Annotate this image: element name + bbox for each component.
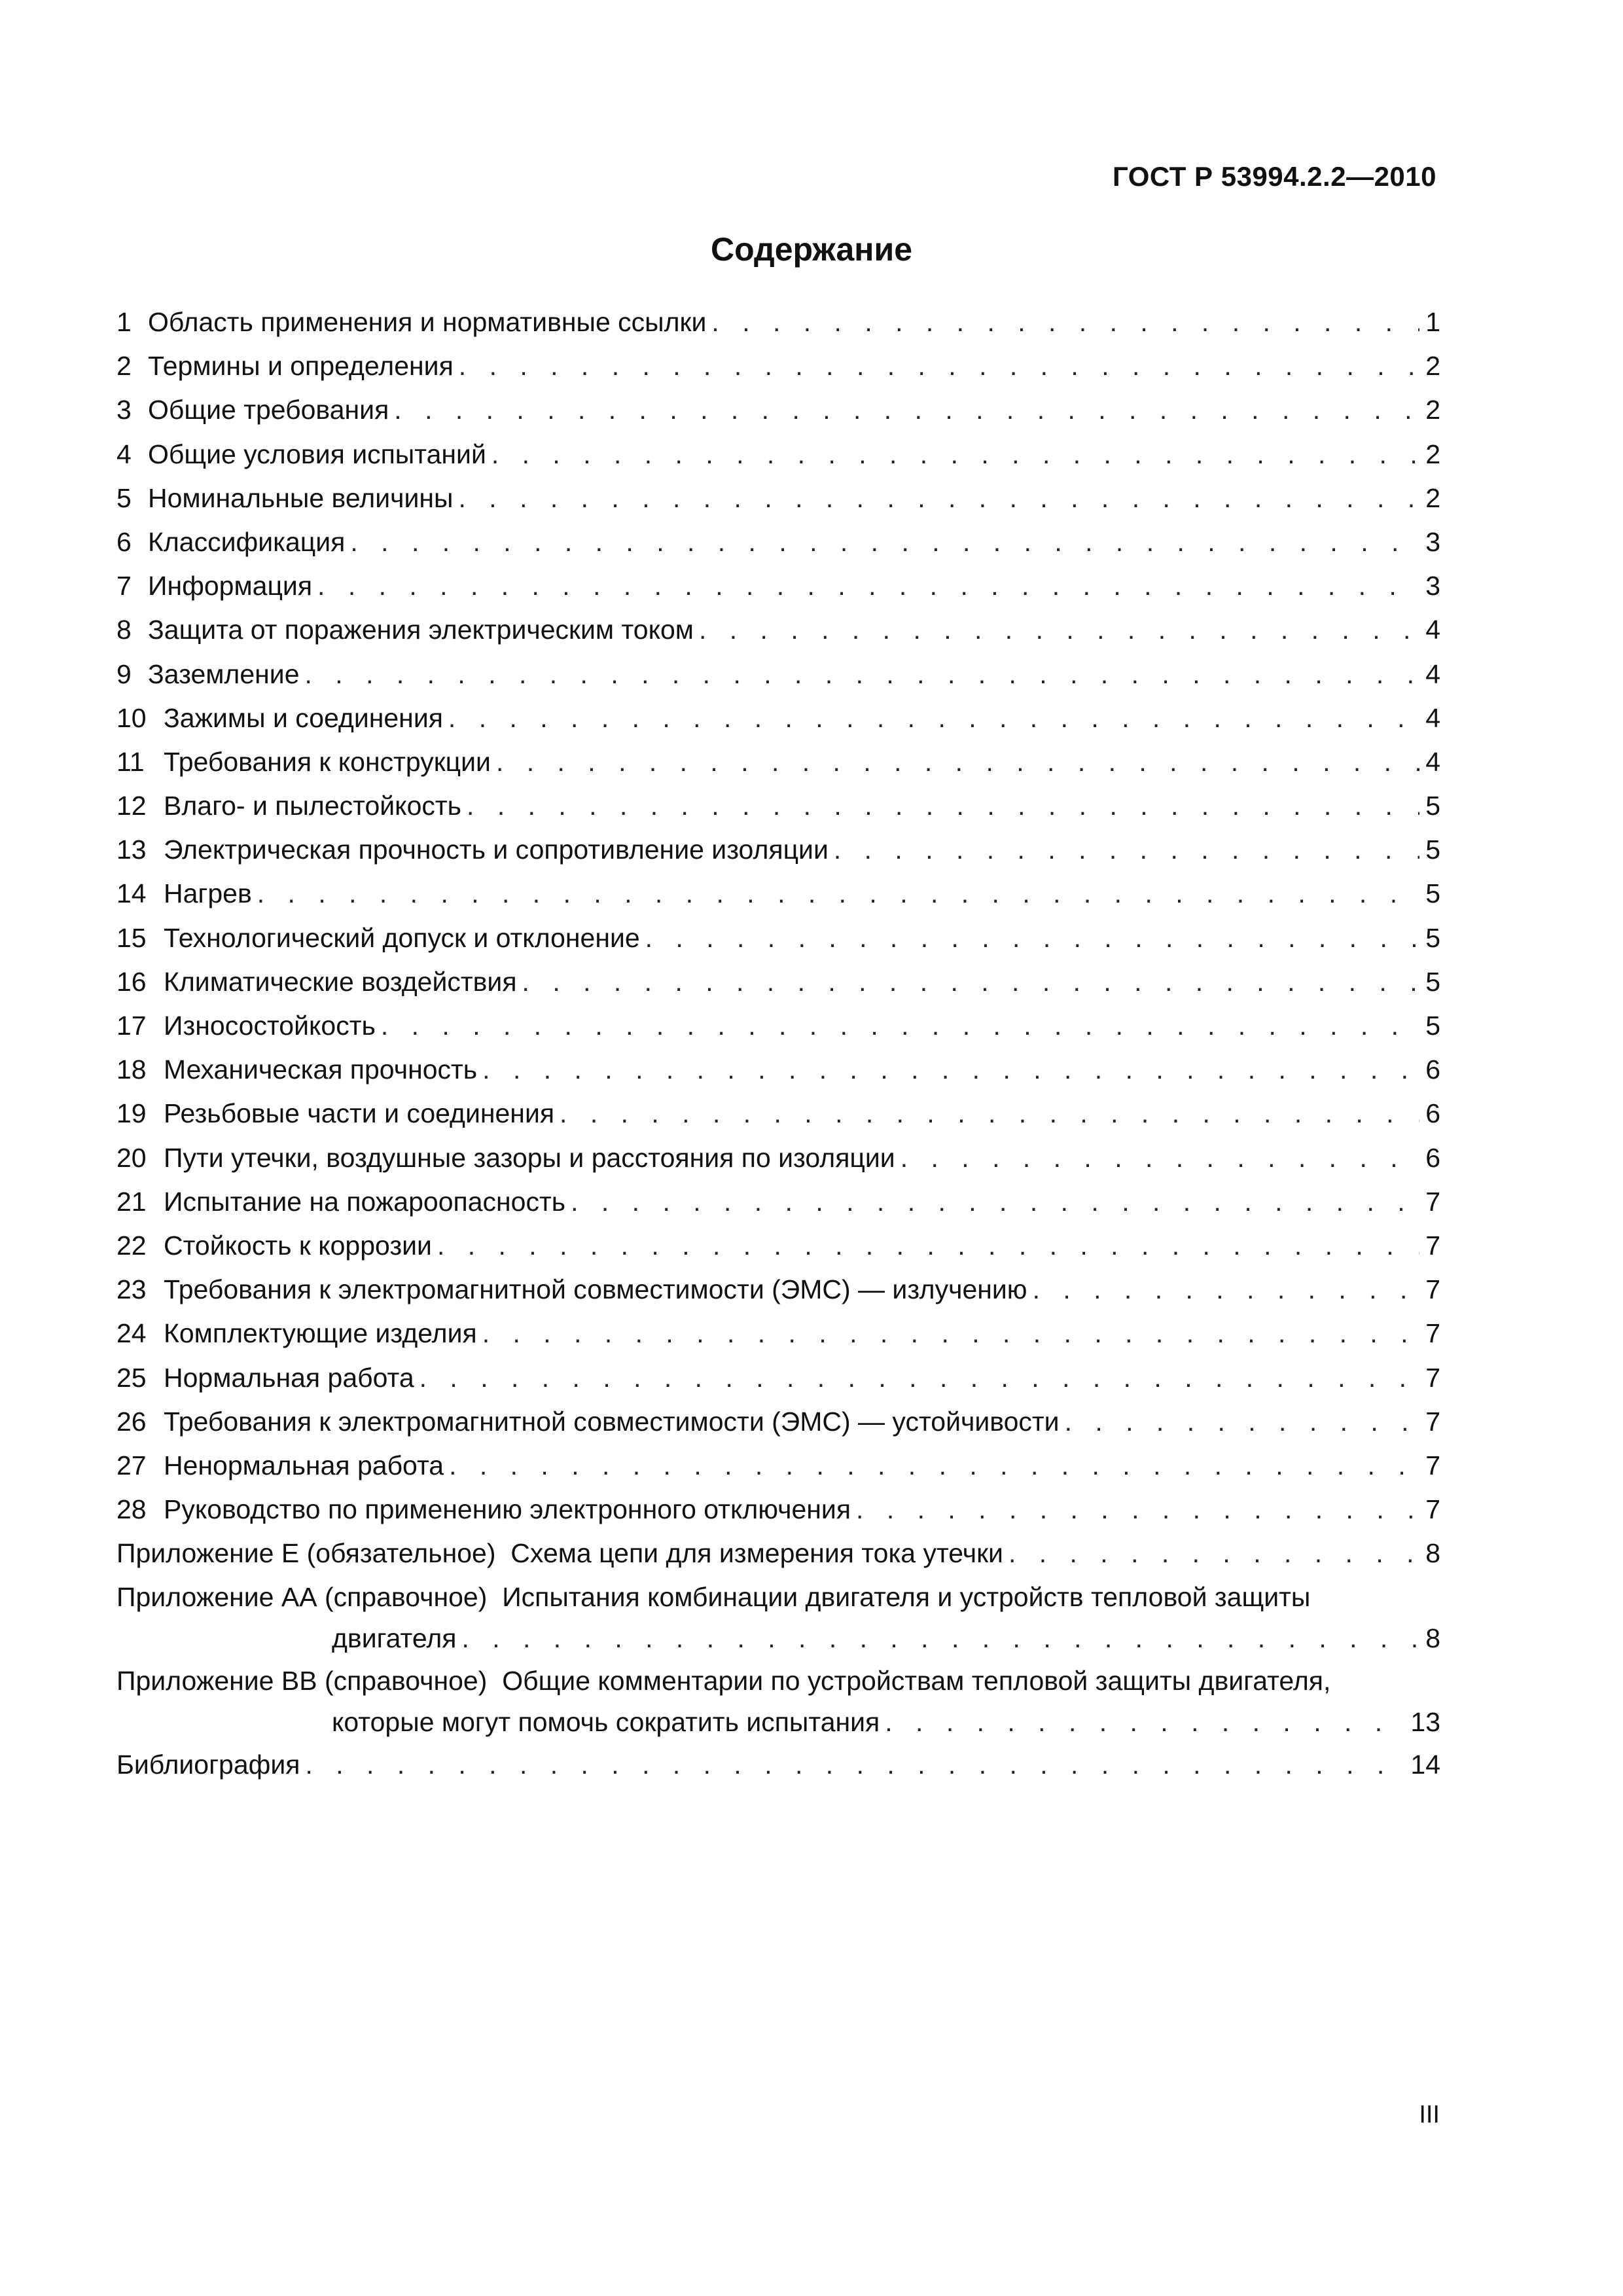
toc-entry-page: 8: [1425, 1538, 1440, 1569]
toc-entry-number: 2: [116, 351, 132, 382]
toc-entry-number: 7: [116, 571, 132, 601]
appendix-title: Общие комментарии по устройствам тепловой защиты двигателя,: [502, 1666, 1331, 1696]
toc-entry-page: 5: [1425, 878, 1440, 909]
toc-entry-label: [116, 653, 300, 696]
toc-appendix-bb[interactable]: [116, 1661, 1440, 1701]
toc-entry-label: [116, 564, 312, 608]
toc-entry-label: [116, 740, 491, 784]
toc-entry-label: [116, 608, 694, 652]
toc-entry[interactable]: [116, 653, 1440, 696]
toc-entry[interactable]: [116, 1224, 1440, 1268]
dot-leader: [711, 300, 1419, 344]
toc-entry-title: Климатические воздействия: [164, 966, 517, 997]
dot-leader: [482, 1312, 1419, 1355]
appendix-designation: Приложение Е (обязательное): [116, 1538, 496, 1569]
toc-entry[interactable]: [116, 608, 1440, 652]
dot-leader: [522, 960, 1419, 1004]
toc-entry-page: 7: [1425, 1450, 1440, 1480]
toc-entry-page: 6: [1425, 1054, 1440, 1085]
toc-entry-number: 1: [116, 307, 132, 337]
toc-entry[interactable]: [116, 1400, 1440, 1444]
toc-entry-label: [116, 1048, 477, 1092]
toc-entry-title: Ненормальная работа: [164, 1450, 444, 1480]
toc-entry-number: 14: [116, 878, 147, 909]
toc-entry-label: [116, 1356, 414, 1400]
toc-entry-title: Нормальная работа: [164, 1362, 414, 1393]
toc-appendix-bb-continuation[interactable]: [116, 1701, 1440, 1743]
toc-entry-title: Требования к конструкции: [164, 746, 491, 777]
appendix-title: Испытания комбинации двигателя и устройств тепловой защиты: [502, 1582, 1311, 1613]
toc-entry-title: Влаго- и пылестойкость: [164, 791, 462, 821]
toc-entry-title: Нагрев: [164, 878, 252, 909]
dot-leader: [560, 1092, 1419, 1136]
toc-entry-page: 2: [1425, 351, 1440, 382]
toc-entry-number: 26: [116, 1406, 147, 1437]
toc-entry-number: 13: [116, 834, 147, 865]
toc-entry[interactable]: [116, 872, 1440, 916]
toc-entry[interactable]: [116, 1180, 1440, 1224]
dot-leader: [459, 344, 1419, 388]
toc-entry-page: 7: [1425, 1406, 1440, 1437]
toc-entry-label: [116, 1224, 432, 1268]
toc-entry[interactable]: [116, 1356, 1440, 1400]
toc-entry[interactable]: [116, 960, 1440, 1004]
toc-entry[interactable]: [116, 344, 1440, 388]
toc-entry-number: 22: [116, 1230, 147, 1261]
toc-entry-page: 7: [1425, 1274, 1440, 1305]
document-code: ГОСТ Р 53994.2.2—2010: [1113, 161, 1436, 192]
toc-entry-title: Пути утечки, воздушные зазоры и расстояния по изоляции: [164, 1142, 895, 1173]
toc-entry-number: 8: [116, 615, 132, 645]
dot-leader: [885, 1701, 1405, 1743]
toc-entry-number: 15: [116, 922, 147, 953]
toc-entry[interactable]: [116, 1004, 1440, 1048]
toc-entry-label: [116, 1092, 554, 1136]
toc-entry-title: Резьбовые части и соединения: [164, 1098, 555, 1129]
toc-entry-page: 5: [1425, 1011, 1440, 1041]
toc-entry-number: 18: [116, 1054, 147, 1085]
toc-entry-page: 3: [1425, 526, 1440, 557]
toc-entry-page: 3: [1425, 571, 1440, 601]
page-number: III: [1419, 2101, 1440, 2128]
toc-entry-label: [116, 1004, 376, 1048]
toc-entry-number: 9: [116, 658, 132, 689]
toc-entry-page: 4: [1425, 746, 1440, 777]
toc-entry-page: 13: [1410, 1707, 1440, 1738]
toc-entry-page: 7: [1425, 1186, 1440, 1217]
toc-entry-title: Общие условия испытаний: [148, 439, 486, 469]
toc-entry[interactable]: [116, 1488, 1440, 1532]
toc-appendix-label: [116, 1577, 1310, 1617]
toc-appendix-label: [116, 1532, 1003, 1575]
toc-entry-title: Информация: [148, 571, 313, 601]
dot-leader: [305, 653, 1419, 696]
toc-entry-label: [116, 784, 461, 828]
appendix-title: Схема цепи для измерения тока утечки: [510, 1538, 1003, 1569]
bibliography-label: Библиография: [116, 1749, 300, 1780]
toc-entry[interactable]: [116, 1092, 1440, 1136]
dot-leader: [496, 740, 1419, 784]
toc-entry-page: 2: [1425, 439, 1440, 469]
toc-entry-number: 19: [116, 1098, 147, 1129]
dot-leader: [699, 608, 1419, 652]
toc-entry-number: 20: [116, 1142, 147, 1173]
toc-entry[interactable]: [116, 916, 1440, 960]
toc-entry-title: Общие требования: [148, 395, 389, 425]
toc-entry-page: 5: [1425, 922, 1440, 953]
dot-leader: [1033, 1268, 1419, 1312]
toc-entry-number: 17: [116, 1011, 147, 1041]
dot-leader: [856, 1488, 1419, 1532]
toc-entry-number: 25: [116, 1362, 147, 1393]
toc-entry-number: 3: [116, 395, 132, 425]
toc-entry-label: [116, 344, 454, 388]
toc-appendix-aa[interactable]: [116, 1577, 1440, 1617]
toc-entry-title: Защита от поражения электрическим током: [148, 615, 694, 645]
toc-entry-title: Электрическая прочность и сопротивление изоляции: [164, 834, 829, 865]
toc-entry-number: 16: [116, 966, 147, 997]
toc-entry-label: [116, 872, 252, 916]
toc-entry-page: 4: [1425, 615, 1440, 645]
toc-entry[interactable]: [116, 476, 1440, 520]
toc-entry-label: [116, 828, 829, 872]
toc-entry-number: 27: [116, 1450, 147, 1480]
toc-entry-title: Заземление: [148, 658, 300, 689]
toc-entry-title: Испытание на пожароопасность: [164, 1186, 566, 1217]
toc-entry-page: 6: [1425, 1142, 1440, 1173]
toc-entry-title: Износостойкость: [164, 1011, 376, 1041]
toc-appendix-e[interactable]: [116, 1532, 1440, 1575]
toc-entry-number: 28: [116, 1494, 147, 1525]
toc-entry-title: Стойкость к коррозии: [164, 1230, 432, 1261]
dot-leader: [901, 1136, 1419, 1180]
toc-entry-page: 7: [1425, 1230, 1440, 1261]
toc-entry-label: [116, 476, 454, 520]
dot-leader: [448, 696, 1419, 740]
toc-entry[interactable]: [116, 520, 1440, 564]
dot-leader: [459, 476, 1420, 520]
toc-entry-page: 2: [1425, 395, 1440, 425]
toc-entry-page: 14: [1410, 1749, 1440, 1780]
dot-leader: [461, 1617, 1419, 1659]
toc-entry[interactable]: [116, 1136, 1440, 1180]
toc-entry-number: 24: [116, 1318, 147, 1349]
toc-entry-label: [116, 696, 443, 740]
toc-entry-title: Руководство по применению электронного отключения: [164, 1494, 851, 1525]
appendix-title-continuation: которые могут помочь сократить испытания: [332, 1707, 880, 1738]
toc-entry[interactable]: [116, 300, 1440, 344]
toc-entry[interactable]: [116, 1048, 1440, 1092]
dot-leader: [381, 1004, 1419, 1048]
toc-entry-page: 7: [1425, 1318, 1440, 1349]
toc-entry-page: 5: [1425, 966, 1440, 997]
toc-entry[interactable]: [116, 696, 1440, 740]
toc-entry[interactable]: [116, 740, 1440, 784]
dot-leader: [571, 1180, 1419, 1224]
dot-leader: [419, 1356, 1419, 1400]
appendix-designation: Приложение ВВ (справочное): [116, 1666, 488, 1696]
toc-entry-title: Технологический допуск и отклонение: [164, 922, 640, 953]
toc-entry-number: 23: [116, 1274, 147, 1305]
toc-entry-title: Номинальные величины: [148, 482, 454, 513]
toc-entry-title: Комплектующие изделия: [164, 1318, 477, 1349]
toc-entry-label: [116, 916, 640, 960]
toc-entry[interactable]: [116, 1312, 1440, 1355]
toc-entry[interactable]: [116, 784, 1440, 828]
dot-leader: [1065, 1400, 1419, 1444]
toc-appendix-aa-continuation[interactable]: [116, 1617, 1440, 1659]
toc-entry-label: [116, 1444, 444, 1488]
toc-entry-title: Требования к электромагнитной совместимости (ЭМС) — устойчивости: [164, 1406, 1060, 1437]
toc-entry-label: [116, 960, 517, 1004]
appendix-title-continuation: двигателя: [332, 1623, 457, 1654]
toc-entry-number: 11: [116, 746, 145, 777]
toc-entry-label: [116, 1180, 565, 1224]
dot-leader: [449, 1444, 1419, 1488]
toc-entry-label: [116, 388, 389, 432]
dot-leader: [394, 388, 1419, 432]
toc-entry-title: Механическая прочность: [164, 1054, 478, 1085]
toc-entry[interactable]: [116, 828, 1440, 872]
toc-entry-label: [116, 1488, 851, 1532]
page-title: Содержание: [710, 231, 913, 268]
toc-entry-title: Область применения и нормативные ссылки: [148, 307, 707, 337]
toc-entry-label: [116, 520, 345, 564]
toc-entry-page: 5: [1425, 791, 1440, 821]
toc-entry-number: 21: [116, 1186, 147, 1217]
toc-entry-label: [116, 300, 706, 344]
dot-leader: [317, 564, 1419, 608]
dot-leader: [350, 520, 1419, 564]
toc-entry-page: 4: [1425, 658, 1440, 689]
dot-leader: [467, 784, 1419, 828]
dot-leader: [257, 872, 1419, 916]
toc-entry-label: [116, 1268, 1027, 1312]
toc-entry-page: 7: [1425, 1494, 1440, 1525]
table-of-contents: [116, 300, 1440, 1787]
toc-entry-page: 6: [1425, 1098, 1440, 1129]
toc-entry-label: [116, 1400, 1060, 1444]
toc-entry-page: 8: [1425, 1623, 1440, 1654]
toc-entry-page: 4: [1425, 702, 1440, 733]
dot-leader: [482, 1048, 1419, 1092]
toc-entry-number: 5: [116, 482, 132, 513]
toc-entry-title: Зажимы и соединения: [164, 702, 443, 733]
toc-entry[interactable]: [116, 433, 1440, 476]
toc-entry[interactable]: [116, 388, 1440, 432]
toc-entry-label: [116, 1136, 895, 1180]
toc-entry-number: 10: [116, 702, 147, 733]
dot-leader: [645, 916, 1419, 960]
toc-entry-page: 5: [1425, 834, 1440, 865]
toc-entry-number: 6: [116, 526, 132, 557]
toc-entry-title: Классификация: [148, 526, 346, 557]
toc-entry-title: Требования к электромагнитной совместимости (ЭМС) — излучению: [164, 1274, 1027, 1305]
dot-leader: [834, 828, 1419, 872]
toc-entry[interactable]: [116, 564, 1440, 608]
dot-leader: [437, 1224, 1419, 1268]
appendix-designation: Приложение АА (справочное): [116, 1582, 488, 1613]
dot-leader: [491, 433, 1419, 476]
toc-entry-page: 2: [1425, 482, 1440, 513]
toc-entry-page: 1: [1425, 307, 1440, 337]
toc-entry[interactable]: [116, 1444, 1440, 1488]
toc-entry-title: Термины и определения: [148, 351, 454, 382]
toc-entry[interactable]: [116, 1268, 1440, 1312]
toc-entry-page: 7: [1425, 1362, 1440, 1393]
toc-entry-number: 12: [116, 791, 147, 821]
dot-leader: [1008, 1532, 1419, 1575]
toc-entry-number: 4: [116, 439, 132, 469]
toc-entry-label: [116, 433, 486, 476]
toc-appendix-label: [116, 1661, 1330, 1701]
dot-leader: [305, 1743, 1405, 1787]
toc-bibliography[interactable]: [116, 1743, 1440, 1787]
toc-entry-label: [116, 1312, 477, 1355]
